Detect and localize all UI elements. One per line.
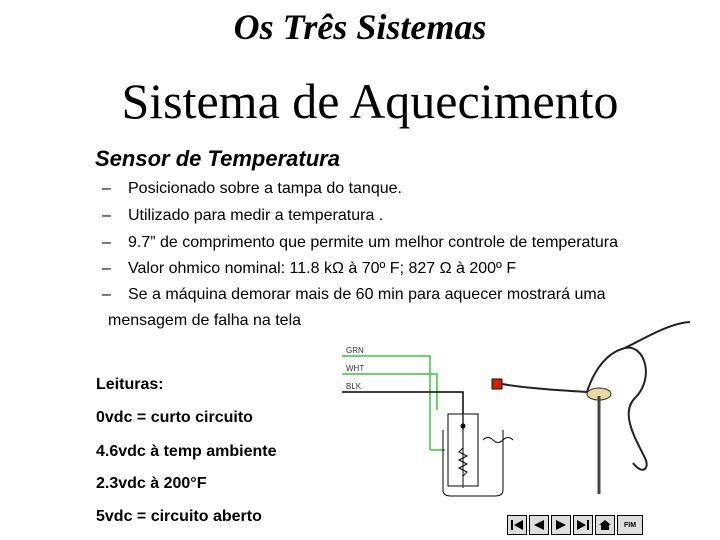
previous-slide-button[interactable]: [529, 515, 549, 535]
next-slide-icon: [554, 519, 568, 531]
bullet-text: 9.7” de comprimento que permite um melhor controle de temperatura: [128, 234, 619, 251]
wire-labels: [346, 346, 364, 391]
bullet-text: Posicionado sobre a tampa do tanque.: [128, 180, 402, 197]
water-wave: [483, 438, 513, 443]
bullet-continuation: mensagem de falha na tela: [108, 312, 302, 329]
bullet-dash: –: [102, 234, 111, 251]
fim-button[interactable]: [617, 515, 643, 535]
main-title: Sistema de Aquecimento: [121, 73, 619, 129]
wire-label-grn: GRN: [346, 346, 364, 355]
sensor-photo: [492, 322, 690, 494]
first-slide-button[interactable]: [507, 515, 527, 535]
sensor-lead: [587, 348, 647, 470]
wire-label-blk: BLK: [346, 382, 362, 391]
bullet-dash: –: [102, 180, 111, 197]
reading-item: 2.3vdc à 200°F: [96, 475, 207, 492]
sensor-lead-tail: [625, 322, 690, 348]
fim-label: FIM: [623, 521, 637, 529]
schematic: [342, 356, 513, 496]
home-button[interactable]: [595, 515, 615, 535]
reading-item: 0vdc = curto circuito: [96, 409, 253, 426]
connector-plug: [492, 379, 502, 389]
bullet-text: Valor ohmico nominal: 11.8 kΩ à 70º F; 827 Ω à 200º F: [128, 260, 517, 277]
next-slide-button[interactable]: [551, 515, 571, 535]
black-wire: [342, 392, 463, 430]
bullet-dash: –: [102, 286, 111, 303]
reading-item: 5vdc = circuito aberto: [96, 508, 262, 525]
bullet-dash: –: [102, 260, 111, 277]
last-slide-icon: [576, 519, 590, 531]
home-icon: [598, 519, 612, 531]
probe-dot: [461, 424, 466, 429]
subtitle: Sensor de Temperatura: [95, 146, 340, 171]
bullet-text: Utilizado para medir a temperatura .: [128, 207, 384, 224]
readings-heading: Leituras:: [96, 376, 164, 393]
reading-item: 4.6vdc à temp ambiente: [96, 443, 277, 460]
first-slide-icon: [510, 519, 524, 531]
last-slide-button[interactable]: [573, 515, 593, 535]
previous-slide-icon: [532, 519, 546, 531]
wire-label-wht: WHT: [346, 364, 365, 373]
sensor-diagram: [325, 318, 710, 504]
top-title: Os Três Sistemas: [233, 7, 487, 47]
bullet-text: Se a máquina demorar mais de 60 min para aquecer mostrará uma: [128, 286, 606, 303]
bullet-dash: –: [102, 207, 111, 224]
slide-navigation: [507, 515, 643, 539]
sensor-cable: [502, 384, 587, 392]
